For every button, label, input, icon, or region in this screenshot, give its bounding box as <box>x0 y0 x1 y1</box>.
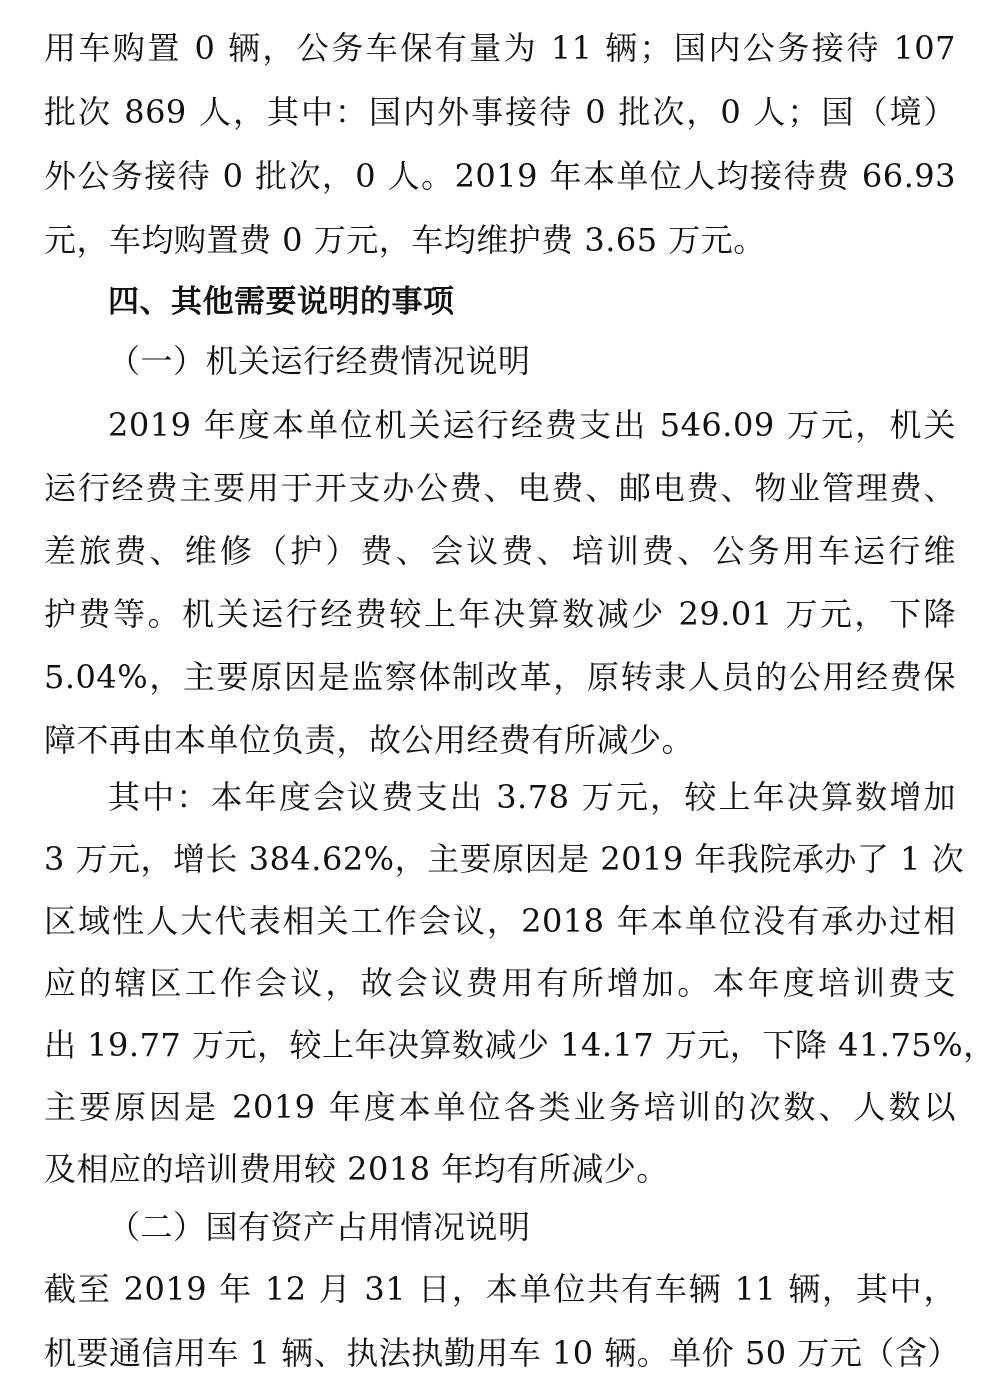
text-line: 护费等。机关运行经费较上年决算数减少 29.01 万元，下降 <box>44 595 956 633</box>
text-line: 障不再由本单位负责，故公用经费有所减少。 <box>44 721 695 759</box>
text-line: 3 万元，增长 384.62%，主要原因是 2019 年我院承办了 1 次 <box>44 840 965 878</box>
text-line: 差旅费、维修（护）费、会议费、培训费、公务用车运行维 <box>44 532 956 570</box>
text-line: 出 19.77 万元，较上年决算数减少 14.17 万元，下降 41.75%， <box>44 1026 996 1064</box>
text-line: 外公务接待 0 批次，0 人。2019 年本单位人均接待费 66.93 <box>44 157 956 195</box>
text-line: 元，车均购置费 0 万元，车均维护费 3.65 万元。 <box>44 221 766 259</box>
text-line: 主要原因是 2019 年度本单位各类业务培训的次数、人数以 <box>44 1088 956 1126</box>
text-line: 5.04%，主要原因是监察体制改革，原转隶人员的公用经费保 <box>44 658 956 696</box>
text-line: 截至 2019 年 12 月 31 日，本单位共有车辆 11 辆，其中， <box>44 1270 956 1308</box>
text-line: 用车购置 0 辆，公务车保有量为 11 辆；国内公务接待 107 <box>44 29 956 67</box>
text-line: 批次 869 人，其中：国内外事接待 0 批次，0 人；国（境） <box>44 93 956 131</box>
text-line: 区域性人大代表相关工作会议，2018 年本单位没有承办过相 <box>44 902 956 940</box>
section-heading: 四、其他需要说明的事项 <box>108 284 455 320</box>
text-line: 机要通信用车 1 辆、执法执勤用车 10 辆。单价 50 万元（含） <box>44 1334 960 1372</box>
text-line: 应的辖区工作会议，故会议费用有所增加。本年度培训费支 <box>44 964 956 1002</box>
paragraph-first-line: 其中：本年度会议费支出 3.78 万元，较上年决算数增加 <box>108 778 956 816</box>
text-line: 及相应的培训费用较 2018 年均有所减少。 <box>44 1150 669 1188</box>
subsection-heading: （一）机关运行经费情况说明 <box>108 342 531 380</box>
text-line: 运行经费主要用于开支办公费、电费、邮电费、物业管理费、 <box>44 469 956 507</box>
subsection-heading: （二）国有资产占用情况说明 <box>108 1208 531 1246</box>
paragraph-first-line: 2019 年度本单位机关运行经费支出 546.09 万元，机关 <box>108 406 956 444</box>
